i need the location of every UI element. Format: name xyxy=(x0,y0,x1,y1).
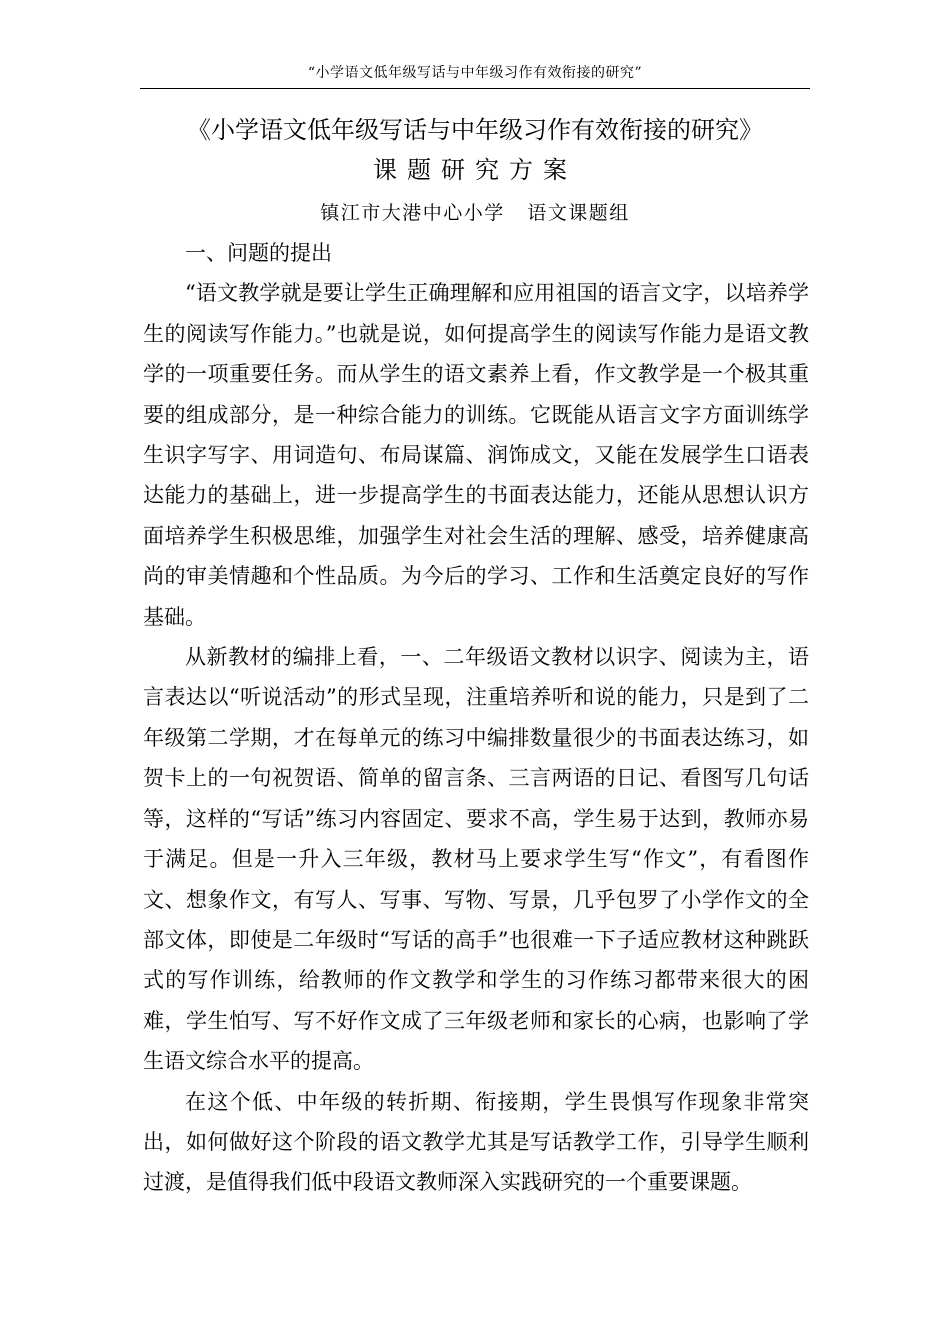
document-body xyxy=(143,233,809,1203)
paragraph: “语文教学就是要让学生正确理解和应用祖国的语言文字，以培养学生的阅读写作能力。”也就是说，如何提高学生的阅读写作能力是语文教学的一项重要任务。而从学生的语文素养上看，作文教学是一个极其重要的组成部分，是一种综合能力的训练。它既能从语言文字方面训练学生识字写字、用词造句、布局谋篇、润饰成文，又能在发展学生口语表达能力的基础上，进一步提高学生的书面表达能力，还能从思想认识方面培养学生积极思维，加强学生对社会生活的理解、感受，培养健康高尚的审美情趣和个性品质。为今后的学习、工作和生活奠定良好的写作基础。 xyxy=(143,281,809,629)
document-title: 《小学语文低年级写话与中年级习作有效衔接的研究》 xyxy=(187,116,763,144)
document-author: 镇江市大港中心小学 语文课题组 xyxy=(320,202,630,224)
paragraph: 从新教材的编排上看，一、二年级语文教材以识字、阅读为主，语言表达以“听说活动”的形式呈现，注重培养听和说的能力，只是到了二年级第二学期，才在每单元的练习中编排数量很少的书面表达练习，如贺卡上的一句祝贺语、简单的留言条、三言两语的日记、看图写几句话等，这样的“写话”练习内容固定、要求不高，学生易于达到，教师亦易于满足。但是一升入三年级，教材马上要求学生写“作文”，有看图作文、想象作文，有写人、写事、写物、写景，几乎包罗了小学作文的全部文体，即使是二年级时“写话的高手”也很难一下子适应教材这种跳跃式的写作训练，给教师的作文教学和学生的习作练习都带来很大的困难，学生怕写、写不好作文成了三年级老师和家长的心病，也影响了学生语文综合水平的提高。 xyxy=(143,645,809,1074)
document-subtitle: 课题研究方案 xyxy=(373,156,577,184)
running-header: “小学语文低年级写话与中年级习作有效衔接的研究” xyxy=(140,62,810,89)
section-heading: 一、问题的提出 xyxy=(185,241,332,265)
paragraph: 在这个低、中年级的转折期、衔接期，学生畏惧写作现象非常突出，如何做好这个阶段的语文教学尤其是写话教学工作，引导学生顺利过渡，是值得我们低中段语文教师深入实践研究的一个重要课题。 xyxy=(143,1089,809,1195)
